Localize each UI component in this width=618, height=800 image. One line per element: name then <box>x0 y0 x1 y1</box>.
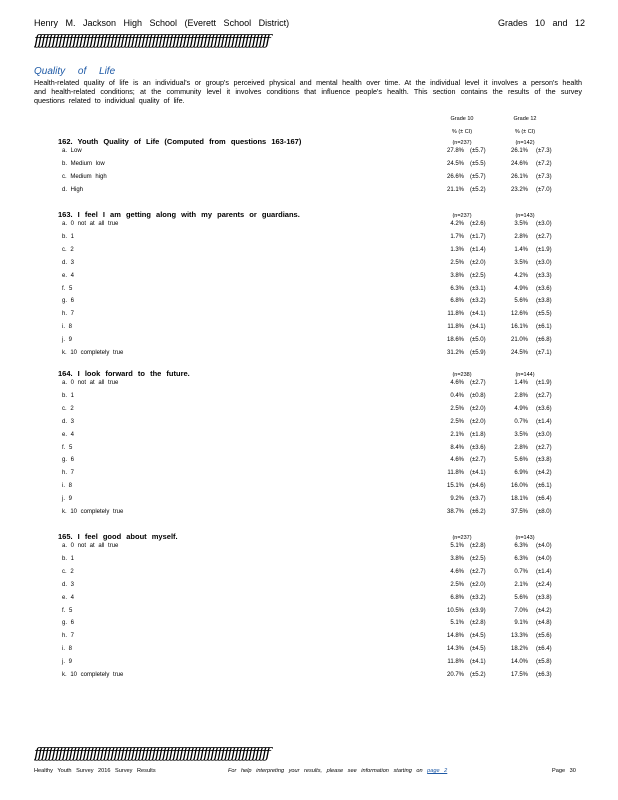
grade12-percent: 21.0% <box>510 337 528 344</box>
table-row <box>62 633 572 645</box>
grade10-percent: 4.6% <box>450 568 464 575</box>
footer-help-prefix: For help interpreting your results, please see information starting on <box>228 768 423 774</box>
table-row <box>62 324 572 336</box>
response-label: c. 2 <box>62 246 74 253</box>
grade10-ci: (±1.7) <box>470 233 486 240</box>
grade12-percent: 5.6% <box>514 298 528 305</box>
grade12-ci: (±7.0) <box>536 186 552 193</box>
table-row <box>62 608 572 620</box>
grade10-percent: 5.1% <box>450 620 464 627</box>
grade12-percent: 3.5% <box>514 221 528 227</box>
response-label: f. 5 <box>62 285 73 292</box>
table-row <box>62 161 572 173</box>
grade10-sample-size: (n=238) <box>452 372 472 378</box>
grade12-ci: (±6.1) <box>536 324 552 331</box>
response-label: d. 3 <box>62 581 75 588</box>
table-row <box>62 620 572 632</box>
table-row <box>62 582 572 594</box>
grade12-percent: 13.3% <box>510 633 528 640</box>
grade12-percent: 26.1% <box>510 148 528 154</box>
grade12-percent: 23.2% <box>510 186 528 193</box>
grade12-percent: 24.6% <box>510 160 528 167</box>
table-row <box>62 556 572 568</box>
grade12-ci: (±4.0) <box>536 555 552 562</box>
grade10-percent: 4.2% <box>450 221 464 227</box>
grade10-ci: (±5.9) <box>470 350 486 356</box>
decorative-divider-top: ƒƒƒƒƒƒƒƒƒƒƒƒƒƒƒƒƒƒƒƒƒƒƒƒƒƒƒƒƒƒƒƒƒƒƒƒƒƒƒƒƒƒƒƒƒƒƒƒƒƒƒƒƒƒƒƒƒƒƒƒƒƒƒƒƒƒƒƒ <box>34 32 269 48</box>
response-label: k. 10 completely true <box>62 509 124 515</box>
table-row <box>62 569 572 581</box>
grade12-percent: 17.5% <box>510 672 528 678</box>
grade12-ci: (±7.3) <box>536 148 552 154</box>
grade10-percent: 21.1% <box>446 186 464 193</box>
response-label: j. 9 <box>62 659 73 666</box>
grade12-ci: (±6.4) <box>536 646 552 653</box>
question-title: 165. I feel good about myself. <box>58 532 178 541</box>
grade12-percent: 4.9% <box>514 285 528 292</box>
grade10-percent: 4.6% <box>450 457 464 464</box>
grade10-percent: 31.2% <box>446 350 464 356</box>
response-label: j. 9 <box>62 337 73 344</box>
grade12-ci: (±1.4) <box>536 568 552 575</box>
grade10-percent: 2.5% <box>450 405 464 412</box>
grade10-ci: (±3.2) <box>470 594 486 601</box>
grade10-ci: (±4.1) <box>470 311 486 318</box>
grade10-percent: 3.8% <box>450 555 464 562</box>
table-row <box>62 432 572 444</box>
grade12-ci: (±4.0) <box>536 543 552 549</box>
response-label: a. 0 not at all true <box>62 543 119 549</box>
grade12-ci: (±6.3) <box>536 672 552 678</box>
grade12-percent: 5.6% <box>514 457 528 464</box>
table-row <box>62 659 572 671</box>
table-row <box>62 445 572 457</box>
response-label: c. 2 <box>62 405 74 412</box>
grade12-percent: 16.0% <box>510 483 528 490</box>
grade10-ci: (±2.7) <box>470 380 486 386</box>
grade12-percent: 3.5% <box>514 431 528 438</box>
grade12-percent: 5.6% <box>514 594 528 601</box>
grade10-ci: (±3.7) <box>470 496 486 503</box>
response-label: e. 4 <box>62 594 75 601</box>
grade10-percent: 5.1% <box>450 543 464 549</box>
table-row <box>62 406 572 418</box>
grade10-percent: 6.8% <box>450 298 464 305</box>
grade10-ci: (±5.5) <box>470 160 486 167</box>
response-label: d. 3 <box>62 259 75 266</box>
grade10-ci: (±5.7) <box>470 173 486 180</box>
response-label: g. 6 <box>62 620 75 627</box>
footer-survey-label: Healthy Youth Survey 2016 Survey Results <box>34 768 156 774</box>
grade12-ci: (±6.4) <box>536 496 552 503</box>
grade12-ci: (±7.2) <box>536 160 552 167</box>
grade12-ci: (±2.7) <box>536 233 552 240</box>
grade12-ci: (±5.5) <box>536 311 552 318</box>
grade12-sample-size: (n=143) <box>515 535 535 541</box>
grade10-ci: (±3.1) <box>470 285 486 292</box>
grade10-percent: 27.8% <box>446 148 464 154</box>
grade10-ci: (±4.5) <box>470 646 486 653</box>
grade12-ci: (±3.8) <box>536 594 552 601</box>
grade10-ci: (±0.8) <box>470 392 486 399</box>
grade12-percent: 12.6% <box>510 311 528 318</box>
grade12-ci: (±3.0) <box>536 431 552 438</box>
grade10-ci: (±5.0) <box>470 337 486 344</box>
grade10-percent: 1.3% <box>450 246 464 253</box>
grade10-percent: 2.5% <box>450 418 464 425</box>
grade12-ci: (±1.9) <box>536 246 552 253</box>
grade10-percent: 2.1% <box>450 431 464 438</box>
grade10-percent: 2.5% <box>450 259 464 266</box>
grade10-ci: (±3.2) <box>470 298 486 305</box>
grade10-percent: 6.3% <box>450 285 464 292</box>
table-row <box>62 543 572 555</box>
response-label: g. 6 <box>62 298 75 305</box>
table-row <box>62 470 572 482</box>
grade12-ci: (±3.6) <box>536 405 552 412</box>
response-label: c. 2 <box>62 568 74 575</box>
footer-help-link[interactable]: page 2 <box>427 768 448 774</box>
grade10-ci: (±2.7) <box>470 457 486 464</box>
response-label: f. 5 <box>62 607 73 614</box>
grade10-percent: 38.7% <box>446 509 464 515</box>
table-row <box>62 672 572 684</box>
response-label: g. 6 <box>62 457 75 464</box>
footer-help-text <box>228 768 447 774</box>
table-row <box>62 311 572 323</box>
grade12-percent: 9.1% <box>514 620 528 627</box>
table-row <box>62 496 572 508</box>
grade10-percent: 11.8% <box>447 324 464 331</box>
grade12-ci: (±3.8) <box>536 298 552 305</box>
table-row <box>62 457 572 469</box>
grade12-percent: 18.1% <box>510 496 528 503</box>
response-label: h. 7 <box>62 633 75 640</box>
grade12-percent: 3.5% <box>514 259 528 266</box>
response-label: i. 8 <box>62 324 73 331</box>
grade10-percent: 4.6% <box>450 380 464 386</box>
table-row <box>62 221 572 233</box>
grade12-percent: 37.5% <box>510 509 528 515</box>
grade12-ci: (±6.1) <box>536 483 552 490</box>
response-label: i. 8 <box>62 646 73 653</box>
grade10-ci: (±2.0) <box>470 418 486 425</box>
grade12-ci: (±3.8) <box>536 457 552 464</box>
grade10-percent: 18.6% <box>446 337 464 344</box>
table-row <box>62 286 572 298</box>
decorative-divider-bottom: ƒƒƒƒƒƒƒƒƒƒƒƒƒƒƒƒƒƒƒƒƒƒƒƒƒƒƒƒƒƒƒƒƒƒƒƒƒƒƒƒƒƒƒƒƒƒƒƒƒƒƒƒƒƒƒƒƒƒƒƒƒƒƒƒƒƒƒƒ <box>34 745 269 761</box>
grade12-percent: 2.8% <box>514 392 528 399</box>
grade12-ci: (±2.7) <box>536 444 552 451</box>
grade12-percent: 2.1% <box>514 581 528 588</box>
grade10-percent: 11.8% <box>447 311 464 318</box>
grade10-ci: (±2.0) <box>470 581 486 588</box>
grade12-percent: 6.3% <box>514 555 528 562</box>
grade12-percent: 16.1% <box>510 324 528 331</box>
table-row <box>62 646 572 658</box>
grade10-sample-size: (n=237) <box>452 140 472 146</box>
grade12-percent: 6.3% <box>514 543 528 549</box>
response-label: k. 10 completely true <box>62 672 124 678</box>
grade10-ci: (±1.4) <box>470 246 486 253</box>
grade12-percent: 26.1% <box>510 173 528 180</box>
grade12-percent: 6.9% <box>514 470 528 477</box>
table-row <box>62 234 572 246</box>
response-label: d. High <box>62 186 84 193</box>
table-row <box>62 174 572 186</box>
grades-label: Grades 10 and 12 <box>498 18 586 28</box>
grade10-ci: (±5.2) <box>470 186 486 193</box>
question-title: 164. I look forward to the future. <box>58 369 190 378</box>
response-label: j. 9 <box>62 496 73 503</box>
grade12-ci: (±7.1) <box>536 350 552 356</box>
response-label: b. 1 <box>62 233 75 240</box>
response-label: k. 10 completely true <box>62 350 124 356</box>
grade10-percent: 26.6% <box>446 173 464 180</box>
grade12-sample-size: (n=144) <box>515 372 535 378</box>
table-row <box>62 380 572 392</box>
grade10-ci: (±2.5) <box>470 272 486 279</box>
grade10-ci: (±5.7) <box>470 148 486 154</box>
grade10-ci: (±1.8) <box>470 431 486 438</box>
grade12-ci: (±7.3) <box>536 173 552 180</box>
grade10-ci: (±2.7) <box>470 568 486 575</box>
grade12-ci: (±3.3) <box>536 272 552 279</box>
grade10-percent: 20.7% <box>446 672 464 678</box>
grade10-ci: (±2.8) <box>470 543 486 549</box>
grade12-ci: (±4.2) <box>536 470 552 477</box>
grade12-ci: (±2.4) <box>536 581 552 588</box>
grade10-ci: (±2.8) <box>470 620 486 627</box>
grade12-percent: 0.7% <box>514 418 528 425</box>
grade12-header: Grade 12 <box>513 116 537 122</box>
response-label: a. 0 not at all true <box>62 380 119 386</box>
grade10-percent: 11.8% <box>447 470 464 477</box>
response-label: h. 7 <box>62 311 75 318</box>
grade12-percent: 2.8% <box>514 444 528 451</box>
grade10-header: Grade 10 <box>450 116 474 122</box>
grade10-percent: 9.2% <box>450 496 464 503</box>
table-row <box>62 187 572 199</box>
grade10-percent: 24.5% <box>446 160 464 167</box>
grade10-ci: (±4.1) <box>470 324 486 331</box>
grade12-percent: 1.4% <box>514 246 528 253</box>
grade12-ci: (±3.0) <box>536 221 552 227</box>
grade10-sample-size: (n=237) <box>452 535 472 541</box>
grade12-percent: 1.4% <box>514 380 528 386</box>
grade12-percent: 0.7% <box>514 568 528 575</box>
response-label: e. 4 <box>62 431 75 438</box>
table-row <box>62 350 572 362</box>
grade12-ci: (±1.4) <box>536 418 552 425</box>
grade12-ci: (±5.8) <box>536 659 552 666</box>
response-label: i. 8 <box>62 483 73 490</box>
grade12-percent: 14.0% <box>510 659 528 666</box>
grade10-percent: 0.4% <box>450 392 464 399</box>
school-title: Henry M. Jackson High School (Everett School District) <box>34 18 290 28</box>
grade12-ci: (±1.9) <box>536 380 552 386</box>
grade12-percent: 24.5% <box>510 350 528 356</box>
grade12-percent: 18.2% <box>510 646 528 653</box>
response-label: b. Medium low <box>62 160 105 167</box>
grade12-ci: (±5.6) <box>536 633 552 640</box>
grade10-ci: (±2.5) <box>470 555 486 562</box>
response-label: e. 4 <box>62 272 75 279</box>
grade10-percent: 3.8% <box>450 272 464 279</box>
grade12-percent: 4.9% <box>514 405 528 412</box>
table-row <box>62 337 572 349</box>
table-row <box>62 483 572 495</box>
grade12-ci: (±4.2) <box>536 607 552 614</box>
grade10-percent: 10.5% <box>446 607 464 614</box>
grade10-percent: 6.8% <box>450 594 464 601</box>
grade10-percent: 11.8% <box>447 659 464 666</box>
grade12-ci: (±4.8) <box>536 620 552 627</box>
grade12-ci: (±3.0) <box>536 259 552 266</box>
table-row <box>62 260 572 272</box>
grade12-ci: (±6.8) <box>536 337 552 344</box>
grade12-percent: 7.0% <box>514 607 528 614</box>
response-label: d. 3 <box>62 418 75 425</box>
section-intro: Health-related quality of life is an individual's or group's perceived physical and mental health over time. At the individual level it involves a person's health and health-related conditions; at the community level it involves conditions that influence people's health. This section contains the results of the survey questions related to individual quality of life. <box>34 78 582 105</box>
table-row <box>62 595 572 607</box>
table-row <box>62 393 572 405</box>
grade10-percent: 2.5% <box>450 581 464 588</box>
grade10-percent: 14.8% <box>446 633 464 640</box>
grade10-percent: 8.4% <box>450 444 464 451</box>
grade12-ci: (±2.7) <box>536 392 552 399</box>
table-row <box>62 148 572 160</box>
response-label: a. Low <box>62 148 82 154</box>
grade10-ci: (±6.2) <box>470 509 486 515</box>
response-label: c. Medium high <box>62 173 107 180</box>
response-label: h. 7 <box>62 470 75 477</box>
table-row <box>62 419 572 431</box>
section-title: Quality of Life <box>34 66 116 77</box>
page-number: Page 30 <box>552 768 576 774</box>
grade10-ci: (±4.1) <box>470 470 486 477</box>
table-row <box>62 247 572 259</box>
grade10-ci: (±4.6) <box>470 483 486 490</box>
grade10-ci: (±2.0) <box>470 259 486 266</box>
grade12-sample-size: (n=143) <box>515 213 535 219</box>
grade12-stat-label: % (± CI) <box>514 129 536 135</box>
table-row <box>62 509 572 521</box>
grade10-ci: (±4.5) <box>470 633 486 640</box>
grade10-ci: (±2.6) <box>470 221 486 227</box>
grade12-percent: 4.2% <box>514 272 528 279</box>
grade10-sample-size: (n=237) <box>452 213 472 219</box>
grade12-ci: (±3.6) <box>536 285 552 292</box>
grade10-percent: 1.7% <box>450 233 464 240</box>
response-label: b. 1 <box>62 392 75 399</box>
grade10-ci: (±2.0) <box>470 405 486 412</box>
question-title: 163. I feel I am getting along with my parents or guardians. <box>58 210 300 219</box>
grade10-ci: (±5.2) <box>470 672 486 678</box>
grade10-stat-label: % (± CI) <box>451 129 473 135</box>
grade12-percent: 2.8% <box>514 233 528 240</box>
grade12-sample-size: (n=142) <box>515 140 535 146</box>
grade10-percent: 15.1% <box>446 483 464 490</box>
response-label: a. 0 not at all true <box>62 221 119 227</box>
grade10-ci: (±4.1) <box>470 659 486 666</box>
response-label: f. 5 <box>62 444 73 451</box>
grade10-percent: 14.3% <box>446 646 464 653</box>
table-row <box>62 298 572 310</box>
table-row <box>62 273 572 285</box>
grade10-ci: (±3.9) <box>470 607 486 614</box>
grade10-ci: (±3.6) <box>470 444 486 451</box>
question-title: 162. Youth Quality of Life (Computed from questions 163-167) <box>58 137 302 146</box>
response-label: b. 1 <box>62 555 75 562</box>
grade12-ci: (±8.0) <box>536 509 552 515</box>
